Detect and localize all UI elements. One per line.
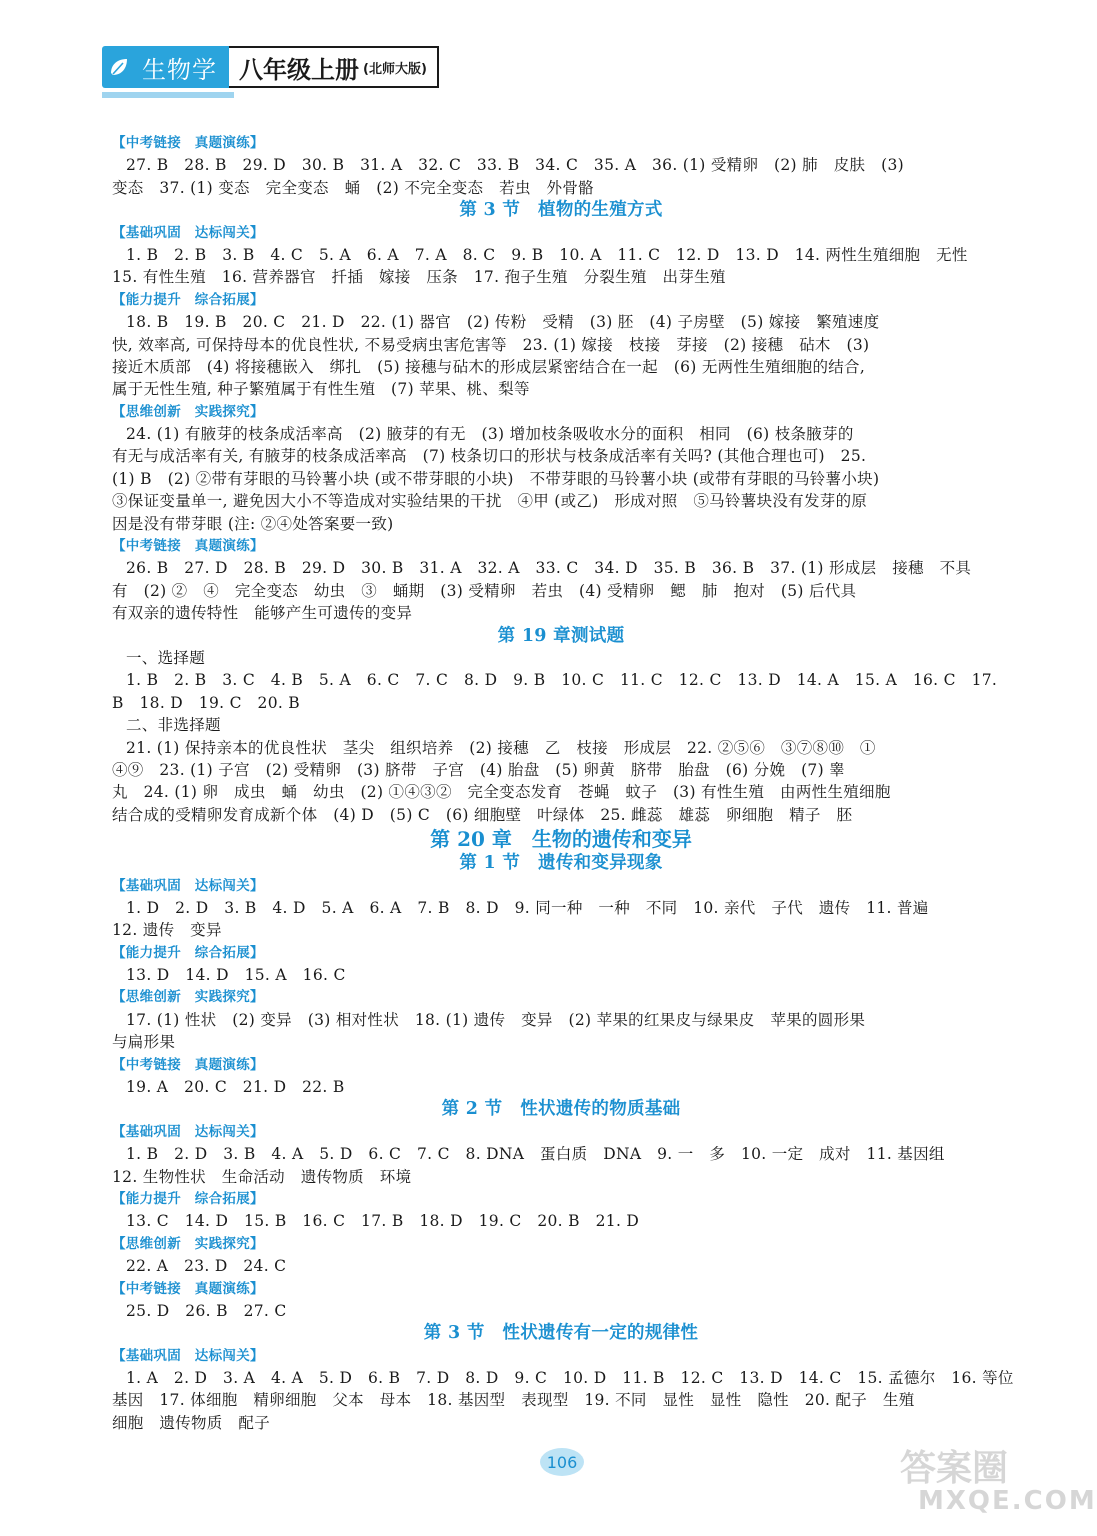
exercise-section-label: 【思维创新 实践探究】 [112, 1235, 264, 1252]
answer-line: 27. B 28. B 29. D 30. B 31. A 32. C 33. B 34. C 35. A 36. (1) 受精卵 (2) 肺 皮肤 (3) [126, 156, 904, 175]
answer-line: 有双亲的遗传特性 能够产生可遗传的变异 [112, 604, 413, 623]
answer-line: 26. B 27. D 28. B 29. D 30. B 31. A 32. A 33. C 34. D 35. B 36. B 37. (1) 形成层 接穗 不具 [126, 559, 972, 578]
section-heading: 第 3 节 植物的生殖方式 [459, 200, 663, 221]
page-number: 106 [540, 1448, 584, 1476]
answer-line: 1. B 2. D 3. B 4. A 5. D 6. C 7. C 8. DNA 蛋白质 DNA 9. 一 多 10. 一定 成对 11. 基因组 [126, 1145, 945, 1164]
exercise-section-label: 【中考链接 真题演练】 [112, 538, 264, 555]
exercise-section-label: 【思维创新 实践探究】 [112, 403, 264, 420]
answer-line: 丸 24. (1) 卵 成虫 蛹 幼虫 (2) ①④③② 完全变态发育 苍蝇 蚊子 (3) 有性生殖 由两性生殖细胞 [112, 783, 891, 802]
answer-line: 13. C 14. D 15. B 16. C 17. B 18. D 19. C 20. B 21. D [126, 1212, 640, 1231]
answer-line: 22. A 23. D 24. C [126, 1257, 287, 1276]
chapter-heading: 第 20 章 生物的遗传和变异 [430, 827, 692, 852]
section-heading: 第 2 节 性状遗传的物质基础 [441, 1099, 681, 1120]
answer-line: 18. B 19. B 20. C 21. D 22. (1) 器官 (2) 传粉 受精 (3) 胚 (4) 子房壁 (5) 嫁接 繁殖速度 [126, 313, 880, 332]
section-heading: 第 19 章测试题 [497, 625, 625, 646]
answer-line: 13. D 14. D 15. A 16. C [126, 966, 346, 985]
answer-content [112, 132, 1014, 1434]
answer-line: 因是没有带芽眼 (注: ②④处答案要一致) [112, 514, 394, 533]
answer-line: (1) B (2) ②带有芽眼的马铃薯小块 (或不带芽眼的小块) 不带芽眼的马铃薯小块 (或带有芽眼的马铃薯小块) [112, 469, 880, 488]
answer-line: ④⑨ 23. (1) 子宫 (2) 受精卵 (3) 脐带 子宫 (4) 胎盘 (5) 卵黄 脐带 胎盘 (6) 分娩 (7) 睾 [112, 760, 845, 779]
answer-line: 1. B 2. B 3. B 4. C 5. A 6. A 7. A 8. C 9. B 10. A 11. C 12. D 13. D 14. 两性生殖细胞 无性 [126, 245, 968, 264]
exercise-section-label: 【能力提升 综合拓展】 [112, 291, 264, 308]
answer-line: 1. B 2. B 3. C 4. B 5. A 6. C 7. C 8. D 9. B 10. C 11. C 12. C 13. D 14. A 15. A 16. C 17. [126, 671, 998, 690]
exercise-section-label: 【能力提升 综合拓展】 [112, 1190, 264, 1207]
section-heading: 第 1 节 遗传和变异现象 [459, 853, 663, 874]
answer-line: 快, 效率高, 可保持母本的优良性状, 不易受病虫害危害等 23. (1) 嫁接 枝接 芽接 (2) 接穗 砧木 (3) [112, 335, 870, 354]
section-heading: 第 3 节 性状遗传有一定的规律性 [423, 1323, 699, 1344]
answer-line: 一、选择题 [126, 648, 206, 667]
answer-line: 接近木质部 (4) 将接穗嵌入 绑扎 (5) 接穗与砧木的形成层紧密结合在一起 (6) 无两性生殖细胞的结合, [112, 357, 866, 376]
exercise-section-label: 【中考链接 真题演练】 [112, 135, 264, 151]
answer-line: 1. A 2. D 3. A 4. A 5. D 6. B 7. D 8. D 9. C 10. D 11. B 12. C 13. D 14. C 15. 孟德尔 16. 等位 [126, 1369, 1014, 1388]
exercise-section-label: 【思维创新 实践探究】 [112, 989, 264, 1006]
watermark-logo: 答案圈 [900, 1448, 1009, 1489]
answer-line: 25. D 26. B 27. C [126, 1301, 287, 1320]
answer-line: 1. D 2. D 3. B 4. D 5. A 6. A 7. B 8. D 9. 同一种 一种 不同 10. 亲代 子代 遗传 11. 普遍 [126, 898, 929, 917]
leaf-logo-icon [102, 46, 136, 88]
book-header [102, 46, 439, 88]
exercise-section-label: 【基础巩固 达标闯关】 [112, 1347, 264, 1364]
exercise-section-label: 【基础巩固 达标闯关】 [112, 1123, 264, 1140]
answer-line: 结合成的受精卵发育成新个体 (4) D (5) C (6) 细胞壁 叶绿体 25. 雌蕊 雄蕊 卵细胞 精子 胚 [112, 805, 853, 824]
answer-line: ③保证变量单一, 避免因大小不等造成对实验结果的干扰 ④甲 (或乙) 形成对照 ⑤马铃薯块没有发芽的原 [112, 492, 868, 511]
answer-line: 有无与成活率有关, 有腋芽的枝条成活率高 (7) 枝条切口的形状与枝条成活率有关吗? (其他合理也可) 25. [112, 447, 867, 466]
exercise-section-label: 【中考链接 真题演练】 [112, 1056, 264, 1073]
exercise-section-label: 【能力提升 综合拓展】 [112, 944, 264, 961]
answer-line: B 18. D 19. C 20. B [112, 693, 300, 712]
answer-line: 有 (2) ② ④ 完全变态 幼虫 ③ 蛹期 (3) 受精卵 若虫 (4) 受精卵 鳃 肺 抱对 (5) 后代具 [112, 581, 857, 600]
answer-line: 19. A 20. C 21. D 22. B [126, 1078, 345, 1097]
answer-line: 21. (1) 保持亲本的优良性状 茎尖 组织培养 (2) 接穗 乙 枝接 形成层 22. ②⑤⑥ ③⑦⑧⑩ ① [126, 738, 876, 757]
answer-line: 变态 37. (1) 变态 完全变态 蛹 (2) 不完全变态 若虫 外骨骼 [112, 178, 594, 197]
grade-title: 八年级上册 [239, 55, 359, 84]
exercise-section-label: 【基础巩固 达标闯关】 [112, 224, 264, 241]
answer-line: 24. (1) 有腋芽的枝条成活率高 (2) 腋芽的有无 (3) 增加枝条吸收水分的面积 相同 (6) 枝条腋芽的 [126, 425, 854, 444]
answer-line: 17. (1) 性状 (2) 变异 (3) 相对性状 18. (1) 遗传 变异 (2) 苹果的红果皮与绿果皮 苹果的圆形果 [126, 1010, 866, 1029]
answer-line: 细胞 遗传物质 配子 [112, 1413, 271, 1432]
answer-line: 基因 17. 体细胞 精卵细胞 父本 母本 18. 基因型 表现型 19. 不同 显性 显性 隐性 20. 配子 生殖 [112, 1391, 915, 1410]
answer-line: 12. 生物性状 生命活动 遗传物质 环境 [112, 1167, 412, 1186]
watermark-url: MXQE.COM [918, 1486, 1097, 1516]
subject-title: 生物学 [136, 46, 229, 88]
answer-line: 与扁形果 [112, 1033, 176, 1052]
exercise-section-label: 【基础巩固 达标闯关】 [112, 877, 264, 894]
answer-line: 12. 遗传 变异 [112, 921, 222, 940]
grade-box [229, 46, 439, 88]
edition-label: (北师大版) [363, 61, 427, 77]
answer-line: 15. 有性生殖 16. 营养器官 扦插 嫁接 压条 17. 孢子生殖 分裂生殖 出芽生殖 [112, 268, 726, 287]
exercise-section-label: 【中考链接 真题演练】 [112, 1280, 264, 1297]
answer-line: 属于无性生殖, 种子繁殖属于有性生殖 (7) 苹果、桃、梨等 [112, 380, 530, 399]
answer-line: 二、非选择题 [126, 716, 221, 735]
header-rule [102, 92, 234, 98]
